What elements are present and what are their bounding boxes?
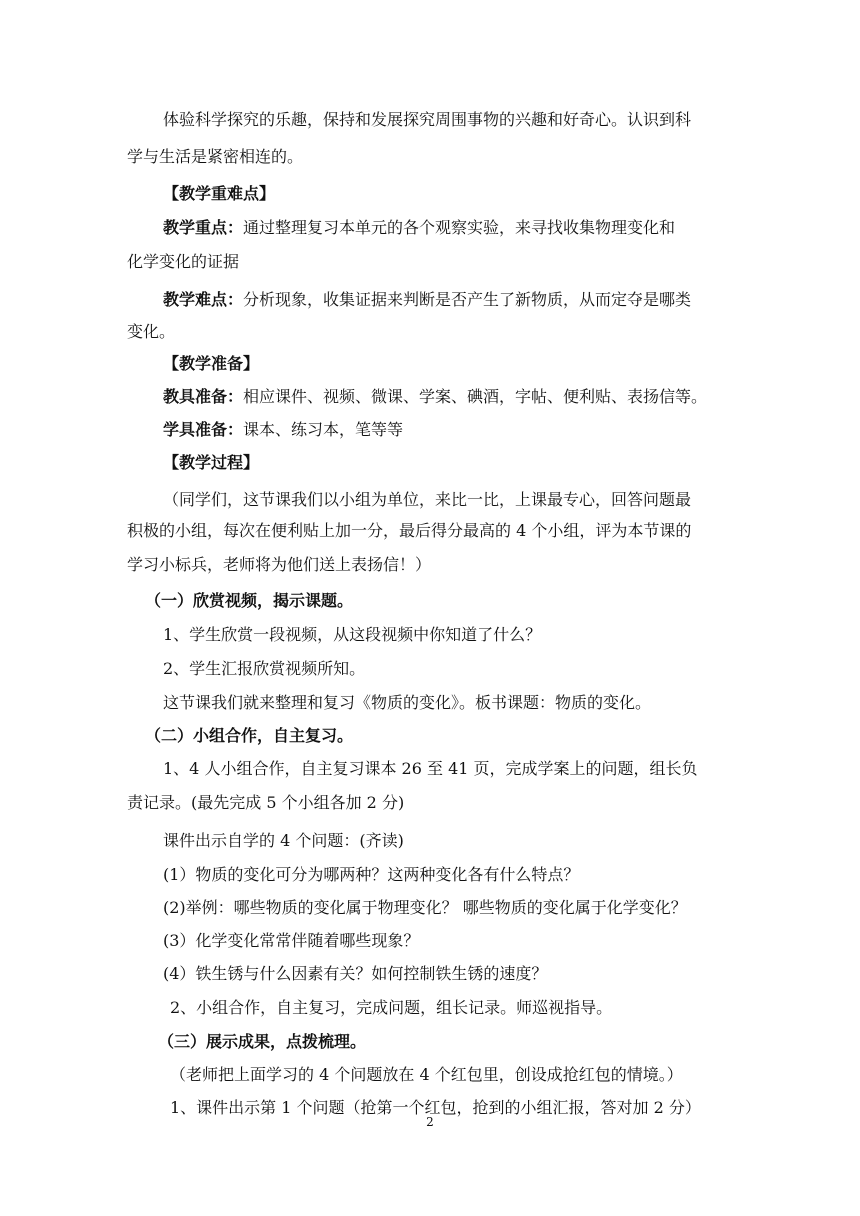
text-line [163,386,707,408]
line-text: 2、学生汇报欣赏视频所知。 [163,659,366,678]
line-text: 分析现象，收集证据来判断是否产生了新物质，从而定夺是哪类 [243,290,692,309]
line-text: 变化。 [127,322,176,341]
line-text: 1、课件出示第 1 个问题（抢第一个红包，抢到的小组汇报，答对加 2 分） [170,1098,701,1117]
text-line [163,963,547,985]
text-line [127,554,431,576]
line-text: 学习小标兵，老师将为他们送上表扬信！） [127,555,432,574]
line-text: 学与生活是紧密相连的。 [127,147,304,166]
text-line [163,452,259,474]
bold-label: 【教学重难点】 [163,184,276,203]
text-line [170,997,612,1019]
text-line [127,251,239,273]
text-line [145,725,353,747]
text-line [163,864,579,886]
line-text: 体验科学探究的乐趣，保持和发展探究周围事物的兴趣和好奇心。认识到科 [163,110,692,129]
line-text: 课件出示自学的 4 个问题：(齐读) [163,831,404,850]
line-text: 化学变化的证据 [127,252,240,271]
text-line [127,792,404,814]
bold-label: 教具准备： [163,387,244,406]
text-line [163,830,404,852]
bold-label: 【教学准备】 [163,354,260,373]
text-line [163,897,687,919]
bold-label: （三）展示成果，点拨梳理。 [158,1032,367,1051]
text-line [163,692,651,714]
line-text: 相应课件、视频、微课、学案、碘酒，字帖、便利贴、表扬信等。 [243,387,708,406]
text-line [163,624,541,646]
text-line [163,217,675,239]
text-line [163,658,365,680]
line-text: （同学们，这节课我们以小组为单位，来比一比，上课最专心，回答问题最 [163,490,692,509]
line-text: (1）物质的变化可分为哪两种？这两种变化各有什么特点？ [163,865,580,884]
bold-label: 【教学过程】 [163,453,260,472]
text-line [163,353,259,375]
line-text: （老师把上面学习的 4 个问题放在 4 个红包里，创设成抢红包的情境。） [170,1065,683,1084]
line-text: 责记录。(最先完成 5 个小组各加 2 分) [127,793,405,812]
text-line [163,758,698,780]
line-text: 这节课我们就来整理和复习《物质的变化》。板书课题：物质的变化。 [163,693,652,712]
text-line [145,590,353,612]
bold-label: 学具准备： [163,420,244,439]
bold-label: 教学难点： [163,290,244,309]
line-text: (3）化学变化常常伴随着哪些现象？ [163,931,420,950]
text-line [163,183,275,205]
text-line [170,1064,683,1086]
bold-label: （一）欣赏视频，揭示课题。 [145,591,354,610]
text-line [158,1031,366,1053]
page-number: 2 [426,1115,434,1129]
line-text: 课本、练习本，笔等等 [243,420,404,439]
text-line [163,419,403,441]
text-line [163,930,419,952]
line-text: 通过整理复习本单元的各个观察实验，来寻找收集物理变化和 [243,218,676,237]
text-line [127,146,303,168]
line-text: 2、小组合作，自主复习，完成问题，组长记录。师巡视指导。 [170,998,613,1017]
text-line [163,109,691,131]
text-line [127,520,691,542]
text-line [163,489,691,511]
line-text: (2)举例：哪些物质的变化属于物理变化？ 哪些物质的变化属于化学变化？ [163,898,687,917]
text-line [127,321,175,343]
bold-label: 教学重点： [163,218,244,237]
line-text: 1、4 人小组合作，自主复习课本 26 至 41 页，完成学案上的问题，组长负 [163,759,698,778]
line-text: 积极的小组，每次在便利贴上加一分，最后得分最高的 4 个小组，评为本节课的 [127,521,692,540]
line-text: 1、学生欣赏一段视频，从这段视频中你知道了什么？ [163,625,542,644]
bold-label: （二）小组合作，自主复习。 [145,726,354,745]
text-line [163,289,691,311]
line-text: (4）铁生锈与什么因素有关？如何控制铁生锈的速度？ [163,964,548,983]
